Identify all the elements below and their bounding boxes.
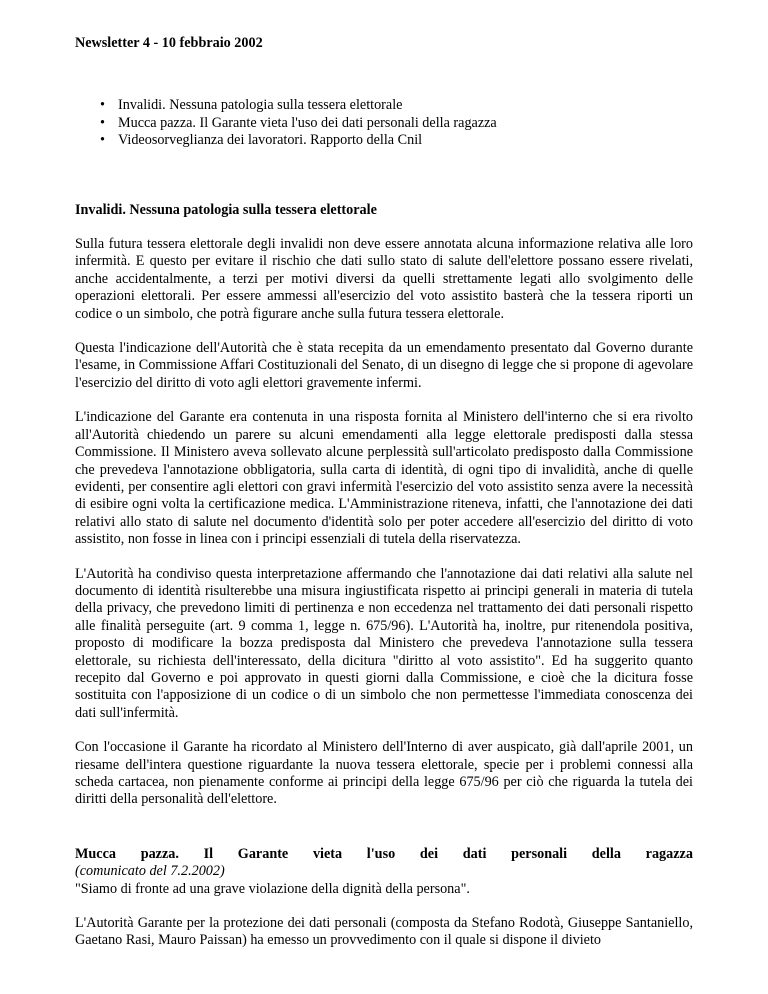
section-paragraph: L'indicazione del Garante era contenuta in una risposta fornita al Ministero dell'interno che si era rivolto all'Autorità chiedendo un parere su alcuni emendamenti alla legge elettorale predisposti dalla stessa Commissione. Il Ministero aveva sollevato alcune perplessità sull'articolato predisposto dalla Commissione che prevedeva l'annotazione obbligatoria, sulla carta di identità, di ogni tipo di invalidità, anche di quelle evidenti, per consentire agli elettori con gravi infermità l'esercizio del voto assistito senza avere la necessità di esibire ogni volta la certificazione medica. L'Amministrazione riteneva, infatti, che l'annotazione dei dati relativi allo stato di salute nel documento d'identità solo per poter accedere all'esercizio del diritto di voto assistito, non fosse in linea con i principi essenziali di tutela della riservatezza. <box>75 409 693 548</box>
title-word: Mucca <box>75 845 116 862</box>
toc-item-label: Videosorveglianza dei lavoratori. Rapporto della Cnil <box>118 132 423 149</box>
section-paragraph: Con l'occasione il Garante ha ricordato al Ministero dell'Interno di aver auspicato, già dall'aprile 2001, un riesame dell'intera questione riguardante la nuova tessera elettorale, specie per i problemi connessi alla scheda cartacea, non pienamente conforme ai principi della legge 675/96 per ciò che riguarda la tutela dei diritti della personalità dell'elettore. <box>75 739 693 808</box>
section-paragraph: L'Autorità Garante per la protezione dei dati personali (composta da Stefano Rodotà, Giuseppe Santaniello, Gaetano Rasi, Mauro Paissan) ha emesso un provvedimento con il quale si dispone il divieto <box>75 915 693 949</box>
toc-item-label: Mucca pazza. Il Garante vieta l'uso dei dati personali della ragazza <box>118 114 497 131</box>
toc-item-mucca-pazza[interactable] <box>100 115 693 132</box>
section-quote: "Siamo di fronte ad una grave violazione della dignità della persona". <box>75 880 470 897</box>
title-word: dei <box>419 845 439 862</box>
title-word: ragazza <box>645 845 693 862</box>
bullet-icon: • <box>100 97 105 114</box>
title-word: della <box>591 845 621 862</box>
newsletter-header: Newsletter 4 - 10 febbraio 2002 <box>75 35 263 51</box>
table-of-contents <box>75 97 693 149</box>
section-paragraph: Questa l'indicazione dell'Autorità che è stata recepita da un emendamento presentato dal Governo durante l'esame, in Commissione Affari Costituzionali del Senato, di un disegno di legge che si propone di agevolare l'esercizio del diritto di voto agli elettori gravemente infermi. <box>75 340 693 391</box>
document-page <box>75 35 693 950</box>
bullet-icon: • <box>100 132 105 149</box>
toc-item-invalidi[interactable] <box>100 97 693 114</box>
title-word: Garante <box>237 845 289 862</box>
toc-item-videosorveglianza[interactable] <box>100 132 693 149</box>
toc-item-label: Invalidi. Nessuna patologia sulla tessera elettorale <box>118 97 403 114</box>
title-word: Il <box>203 845 214 862</box>
section-paragraph: Sulla futura tessera elettorale degli invalidi non deve essere annotata alcuna informazione relativa alle loro infermità. E questo per evitare il rischio che dati sullo stato di salute dell'elettore possano essere rivelati, anche accidentalmente, a terzi per motivi diversi da quelli strettamente legati allo svolgimento delle operazioni elettorali. Per essere ammessi all'esercizio del voto assistito basterà che la tessera riporti un codice o un simbolo, che potrà figurare anche sulla futura tessera elettorale. <box>75 236 693 322</box>
title-word: pazza. <box>140 845 179 862</box>
section-heading-mucca-pazza <box>75 846 693 881</box>
title-word: vieta <box>312 845 343 862</box>
title-word: personali <box>511 845 568 862</box>
title-word: dati <box>462 845 487 862</box>
section-subtitle: (comunicato del 7.2.2002) <box>75 863 225 880</box>
bullet-icon: • <box>100 114 105 131</box>
title-word: l'uso <box>366 845 396 862</box>
section-title-mucca-pazza <box>75 846 693 863</box>
section-paragraph: L'Autorità ha condiviso questa interpretazione affermando che l'annotazione dai dati relativi alla salute nel documento di identità risulterebbe una misura ingiustificata rispetto ai principi generali in materia di tutela della privacy, che prevedono limiti di pertinenza e non eccedenza nel trattamento dei dati personali rispetto alle finalità perseguite (art. 9 comma 1, legge n. 675/96). L'Autorità ha, inoltre, pur ritenendola positiva, proposto di modificare la bozza predisposta dal Ministero che prevedeva l'annotazione sulla tessera elettorale, su richiesta dell'interessato, della dicitura "diritto al voto assistito". Ed ha suggerito quanto recepito dal Governo e poi approvato in questi giorni dalla Commissione, e cioè che la dicitura fosse sostituita con l'apposizione di un codice o di un simbolo che non permettesse l'immediata conoscenza dei dati sull'infermità. <box>75 565 693 721</box>
section-title-invalidi: Invalidi. Nessuna patologia sulla tessera elettorale <box>75 201 377 218</box>
